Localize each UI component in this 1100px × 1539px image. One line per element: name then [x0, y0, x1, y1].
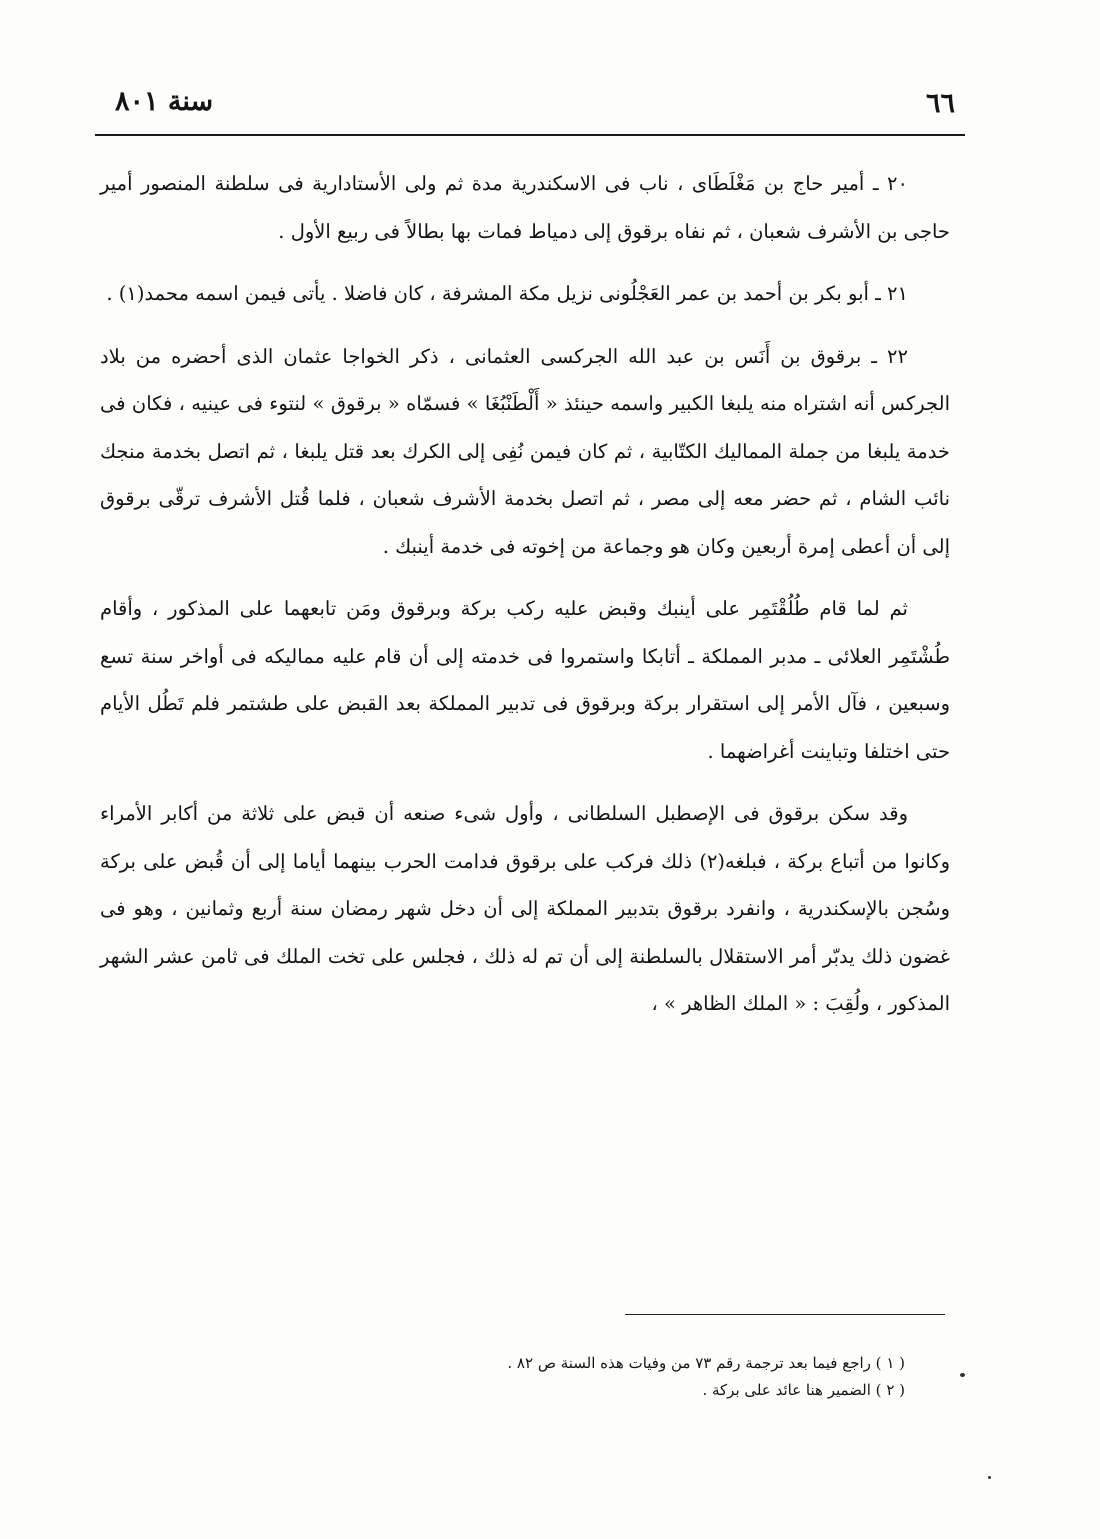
- entry-20: ٢٠ ـ أمير حاج بن مَغْلَطَاى ، ناب فى الاسكندرية مدة ثم ولى الأستادارية فى سلطنة المنصور أمير حاجى بن الأشرف شعبان ، ثم نفاه برقوق إلى دمياط فمات بها بطالاً فى ربيع الأول .: [100, 172, 950, 243]
- footnote-2: ( ٢ ) الضمير هنا عائد على بركة .: [702, 1381, 905, 1399]
- scan-speck: [960, 1373, 965, 1377]
- entry-21: ٢١ ـ أبو بكر بن أحمد بن عمر العَجْلُونى نزيل مكة المشرفة ، كان فاضلا . يأتى فيمن اسمه محمد(١) .: [106, 282, 908, 305]
- footnote-1: ( ١ ) راجع فيما بعد ترجمة رقم ٧٣ من وفيات هذه السنة ص ٨٢ .: [507, 1354, 905, 1372]
- footnotes: [300, 1350, 905, 1404]
- entry-22-continued-1: ثم لما قام طُلُقْتَمِر على أينبك وقبض عليه ركب بركة وبرقوق ومَن تابعهما على المذكور ، وأقام طُشْتَمِر العلائى ـ مدبر المملكة ـ أتابكا واستمروا فى خدمته إلى أن قام عليه مماليكه فى أواخر سنة تسع وسبعين ، فآل الأمر إلى استقرار بركة وبرقوق فى تدبير المملكة بعد القبض على طشتمر فلم تَطُل الأيام حتى اختلفا وتباينت أغراضهما .: [100, 597, 950, 763]
- page-header: [95, 80, 965, 128]
- footnote-rule: [625, 1314, 945, 1315]
- entry-22-continued-2: وقد سكن برقوق فى الإصطبل السلطانى ، وأول شىء صنعه أن قبض على ثلاثة من أكابر الأمراء وكانوا من أتباع بركة ، فبلغه(٢) ذلك فركب على برقوق فدامت الحرب بينهما أياما إلى أن قُبض على بركة وسُجن بالإسكندرية ، وانفرد برقوق بتدبير المملكة إلى أن دخل شهر رمضان سنة أربع وثمانين ، وهو فى غضون ذلك يدبّر أمر الاستقلال بالسلطنة إلى أن تم له ذلك ، فجلس على تخت الملك فى ثامن عشر الشهر المذكور ، ولُقِبَ : « الملك الظاهر » ،: [100, 802, 950, 1015]
- page-number: ٦٦: [925, 88, 955, 119]
- main-text: [100, 160, 950, 1028]
- running-head: سنة ٨٠١: [115, 86, 214, 117]
- scan-speck: [988, 1476, 991, 1479]
- header-rule: [95, 134, 965, 136]
- entry-22: ٢٢ ـ برقوق بن أَنَس بن عبد الله الجركسى العثمانى ، ذكر الخواجا عثمان الذى أحضره من بلاد الجركس أنه اشتراه منه يلبغا الكبير واسمه حينئذ « أَلْطَنْبُغَا » فسمّاه « برقوق » لنتوء فى عينيه ، فكان فى خدمة يلبغا من جملة المماليك الكتّابية ، ثم كان فيمن نُفِى إلى الكرك بعد قتل يلبغا ، ثم اتصل بخدمة منجك نائب الشام ، ثم حضر معه إلى مصر ، ثم اتصل بخدمة الأشرف شعبان ، فلما قُتل الأشرف ترقّى برقوق إلى أن أعطى إمرة أربعين وكان هو وجماعة من إخوته فى خدمة أينبك .: [100, 344, 950, 558]
